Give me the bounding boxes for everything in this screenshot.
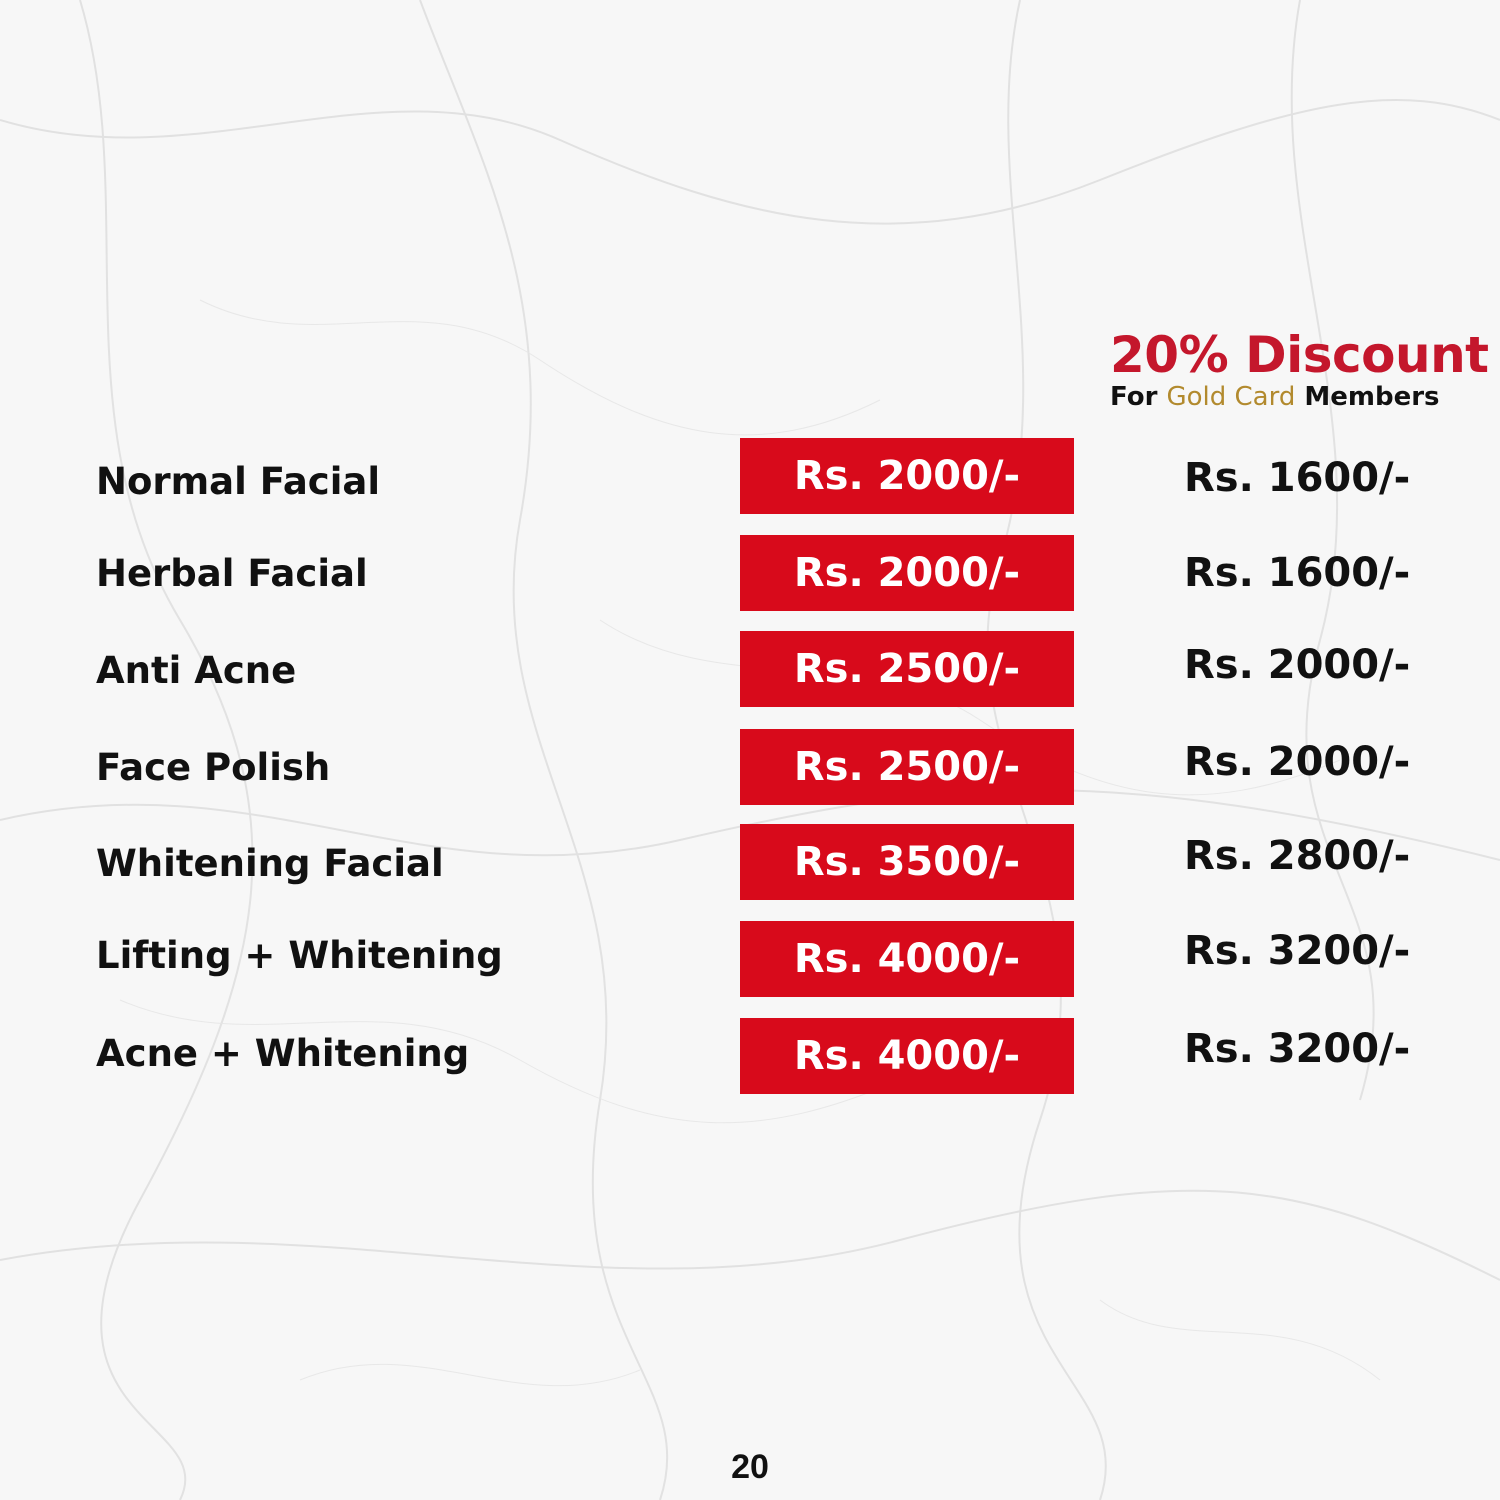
regular-price-box: Rs. 2000/- [740, 535, 1074, 611]
gold-card-price: Rs. 1600/- [1184, 550, 1411, 596]
service-name: Normal Facial [96, 460, 381, 503]
discount-title: 20% Discount [1110, 326, 1489, 384]
regular-price-box: Rs. 2500/- [740, 729, 1074, 805]
gold-card-price: Rs. 2000/- [1184, 642, 1411, 688]
gold-card-price: Rs. 2800/- [1184, 833, 1411, 879]
regular-price-box: Rs. 4000/- [740, 1018, 1074, 1094]
service-name: Lifting + Whitening [96, 934, 503, 977]
regular-price-box: Rs. 2500/- [740, 631, 1074, 707]
discount-header [1110, 326, 1489, 412]
gold-card-label: Gold Card [1166, 382, 1296, 412]
subtitle-suffix: Members [1295, 382, 1440, 412]
gold-card-price: Rs. 3200/- [1184, 1026, 1411, 1072]
service-name: Anti Acne [96, 649, 297, 692]
service-name: Acne + Whitening [96, 1032, 470, 1075]
service-name: Face Polish [96, 746, 331, 789]
service-name: Whitening Facial [96, 842, 444, 885]
gold-card-price: Rs. 3200/- [1184, 928, 1411, 974]
regular-price-box: Rs. 2000/- [740, 438, 1074, 514]
regular-price-box: Rs. 4000/- [740, 921, 1074, 997]
gold-card-price: Rs. 2000/- [1184, 739, 1411, 785]
regular-price-box: Rs. 3500/- [740, 824, 1074, 900]
page-number: 20 [731, 1448, 769, 1486]
discount-subtitle [1110, 382, 1472, 412]
service-name: Herbal Facial [96, 552, 368, 595]
gold-card-price: Rs. 1600/- [1184, 455, 1411, 501]
subtitle-prefix: For [1110, 382, 1167, 412]
